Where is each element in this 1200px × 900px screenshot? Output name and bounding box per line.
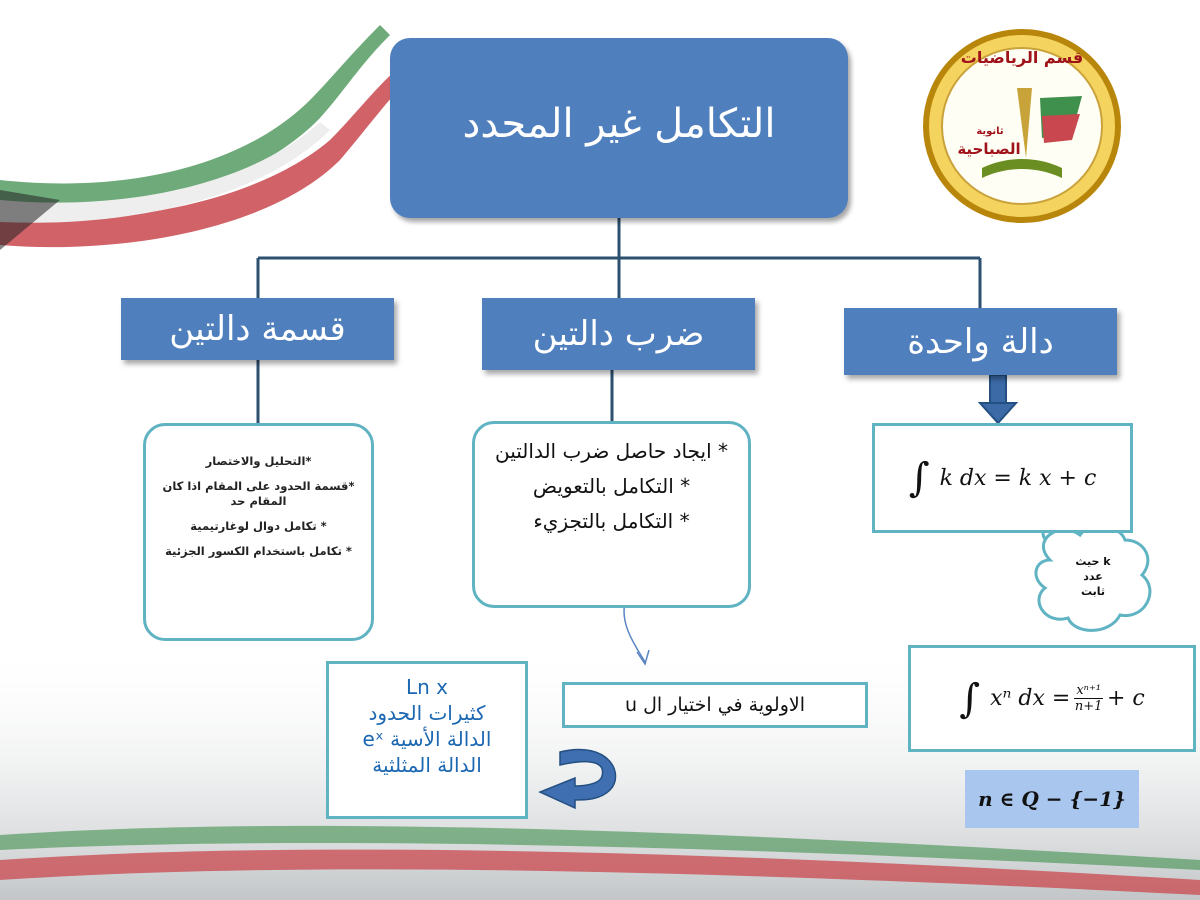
u-priority-item: الدالة المثلثية <box>372 753 482 777</box>
u-priority-list <box>326 661 528 819</box>
exponent-condition <box>965 770 1139 828</box>
formula-constant-box <box>872 423 1133 533</box>
branch-single <box>844 308 1117 375</box>
formula-power-lhs: xⁿ dx = <box>990 686 1071 711</box>
fraction-numerator: xⁿ⁺¹ <box>1076 683 1101 698</box>
branch-product <box>482 298 755 370</box>
cloud-note-line: حيث k <box>1075 555 1111 568</box>
u-priority-item: Ln x <box>405 675 448 699</box>
division-methods-box <box>143 423 374 641</box>
branch-division <box>121 298 394 360</box>
cloud-note <box>1040 555 1146 600</box>
branch-single-label: دالة واحدة <box>907 321 1054 362</box>
u-priority-item: كثيرات الحدود <box>368 701 486 725</box>
logo-top-text: قسم الرياضيات <box>960 48 1084 67</box>
formula-power-fraction <box>1074 683 1103 714</box>
branch-division-label: قسمة دالتين <box>169 309 346 349</box>
product-method-item: * التكامل بالتعويض <box>532 474 691 498</box>
formula-power-box <box>908 645 1196 752</box>
fraction-denominator: n+1 <box>1074 699 1103 714</box>
formula-power-rhs: + c <box>1107 686 1145 711</box>
division-method-item: *قسمة الحدود على المقام اذا كان المقام حد <box>162 478 355 508</box>
logo-school-line1: ثانوية <box>976 126 1004 137</box>
branch-product-label: ضرب دالتين <box>532 314 705 354</box>
main-title: التكامل غير المحدد <box>462 101 776 147</box>
main-title-box <box>390 38 848 218</box>
integral-sign: ∫ <box>908 455 930 501</box>
u-priority-item: الدالة الأسية eˣ <box>362 727 492 751</box>
product-methods-box <box>472 421 751 608</box>
logo-school-line2: الصباحية <box>957 140 1021 158</box>
integral-sign: ∫ <box>959 675 981 722</box>
flag-ribbon-green <box>0 25 390 207</box>
product-method-item: * ايجاد حاصل ضرب الدالتين <box>495 439 728 463</box>
division-method-item: * تكامل دوال لوغارتيمية <box>190 518 327 533</box>
cloud-note-line: عدد <box>1083 569 1103 583</box>
down-arrow-icon <box>980 375 1016 423</box>
department-logo <box>922 28 1122 224</box>
exponent-set: n ∈ Q − {−1} <box>978 787 1126 811</box>
u-priority-label-box <box>562 682 868 728</box>
cloud-note-line: ثابت <box>1080 584 1106 598</box>
formula-constant: k dx = k x + c <box>939 465 1097 491</box>
division-method-item: * تكامل باستخدام الكسور الجزئية <box>165 543 352 558</box>
u-priority-label: الاولوية في اختيار ال u <box>624 694 806 716</box>
product-method-item: * التكامل بالتجزيء <box>533 509 690 533</box>
division-method-item: *التحليل والاختصار <box>205 454 312 468</box>
